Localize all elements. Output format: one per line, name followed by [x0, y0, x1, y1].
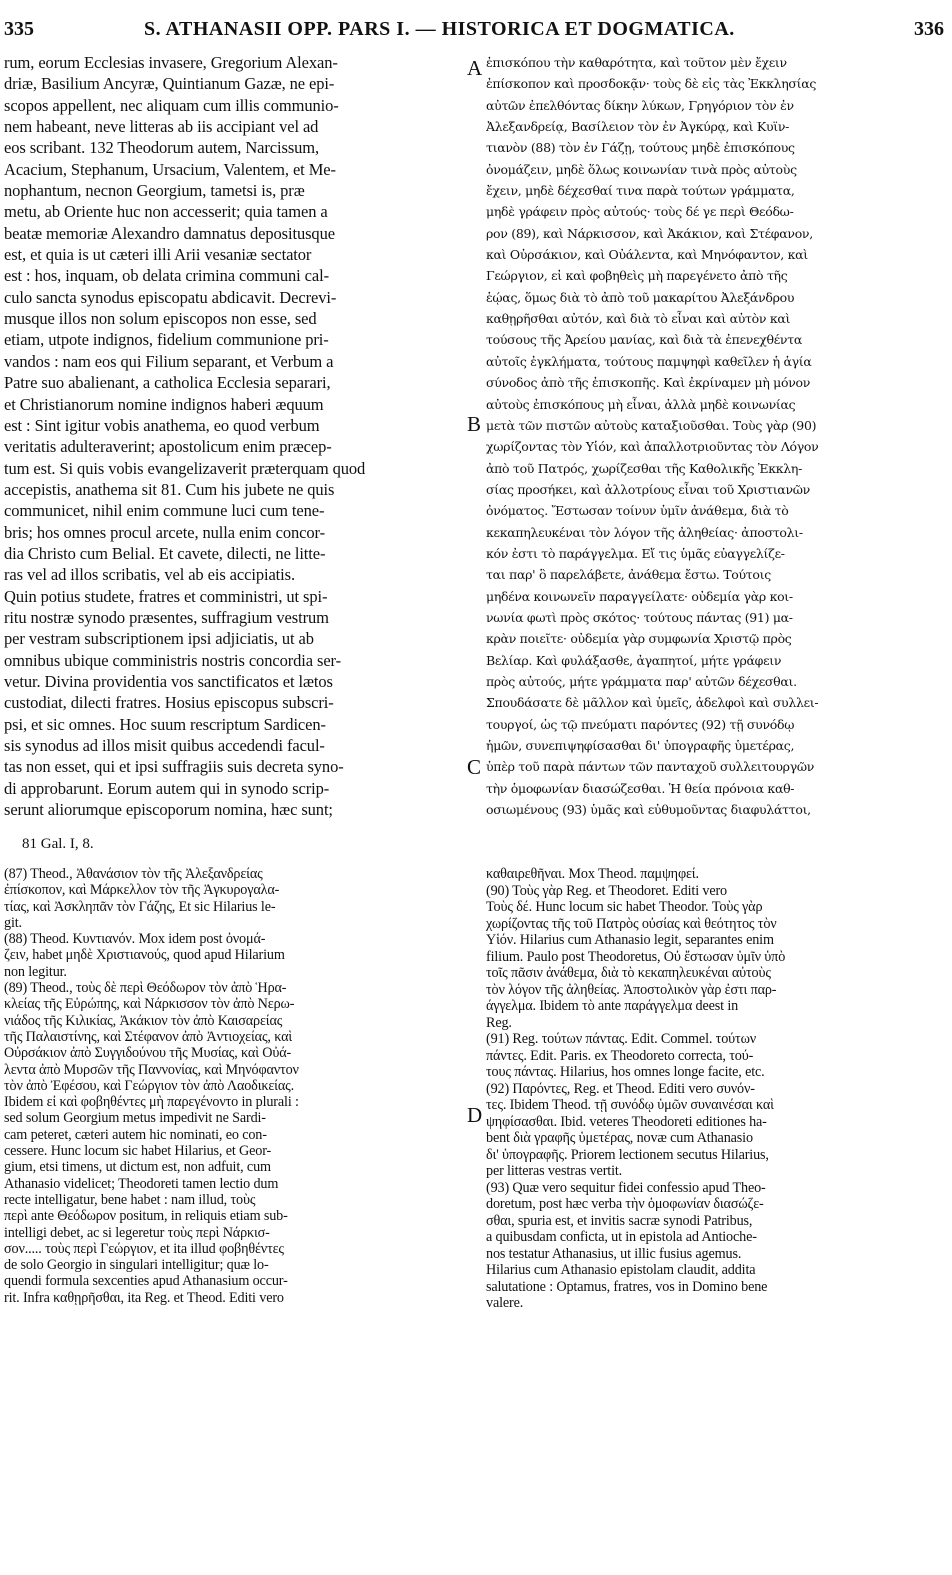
latin-text-line: accepistis, anathema sit 81. Cum his jubete ne quis: [4, 479, 335, 499]
latin-text-line: nem habeant, neve litteras ab iis accipiant vel ad: [4, 117, 319, 137]
latin-text-line: vandos : nam eos qui Filium separant, et Verbum a: [4, 351, 334, 371]
note-line: bent διὰ γραφῆς ὑμετέρας, novæ cum Athanasio: [486, 1130, 753, 1146]
greek-text-line: σύνοδος ἀπὸ τῆς ἐπισκοπῆς. Καὶ ἐκρίναμεν μὴ μόνον: [486, 375, 811, 391]
note-line: (93) Quæ vero sequitur fidei confessio apud Theo-: [486, 1179, 766, 1196]
greek-text-line: κόν ἐστι τὸ παράγγελμα. Εἴ τις ὑμᾶς εὐαγγελίζε-: [486, 545, 785, 561]
latin-text-line: Acacium, Stephanum, Ursacium, Valentem, et Me-: [4, 159, 336, 179]
note-line: τὸν ἀπὸ Ἐφέσου, καὶ Γεώργιον τὸν ἀπὸ Λαοδικείας.: [4, 1077, 295, 1094]
latin-text-line: per vestram subscriptionem ipsi adjiciatis, ut ab: [4, 629, 314, 649]
greek-text-line: κεκαπηλευκέναι τὸν λόγον τῆς ἀληθείας· ἀποστολι-: [486, 524, 803, 540]
note-line: (87) Theod., Ἀθανάσιον τὸν τῆς Ἀλεξανδρείας: [4, 866, 263, 882]
latin-text-line: rum, eorum Ecclesias invasere, Gregorium Alexan-: [4, 53, 338, 72]
latin-text-line: Patre suo abalienant, a catholica Ecclesia separari,: [4, 373, 331, 393]
note-line: cessere. Hunc locum sic habet Hilarius, et Geor-: [4, 1143, 272, 1160]
note-line: recte intelligatur, bene habet : nam illud, τοὺς: [4, 1191, 256, 1208]
note-line: (92) Παρόντες, Reg. et Theod. Editi vero συνόν-: [486, 1080, 755, 1097]
note-line: κλείας τῆς Εὐρώπης, καὶ Νάρκισσον τὸν ἀπὸ Νερω-: [4, 996, 295, 1013]
latin-text-line: est, et quia is ut cæteri illi Arii vesaniæ sectator: [4, 245, 312, 265]
latin-text-line: Quin potius studete, fratres et comministri, ut spi-: [4, 586, 328, 606]
latin-text-line: culo sancta synodus episcopatu abdicavit. Decrevi-: [4, 287, 337, 307]
greek-text-line: ὑπὲρ τοῦ παρὰ πάντων τῶν πανταχοῦ συλλειτουργῶν: [486, 759, 815, 775]
greek-text-line: καὶ Οὐρσάκιον, καὶ Οὐάλεντα, καὶ Μηνόφαντον, καὶ: [486, 247, 808, 263]
greek-text-line: μετὰ τῶν πιστῶν αὐτοὺς καταξιοῦσθαι. Τοὺς γὰρ (90): [486, 417, 817, 433]
greek-text-line: αὐτοὺς ἐπισκόπους μὴ εἶναι, ἀλλὰ μηδὲ κοινωνίας: [486, 396, 796, 412]
note-line: σον..... τοὺς περὶ Γεώργιον, et ita illud φοβηθέντες: [4, 1240, 284, 1257]
note-line: ἐπίσκοπον, καὶ Μάρκελλον τὸν τῆς Ἀγκυρογαλα-: [4, 882, 280, 899]
note-line: Reg.: [486, 1014, 512, 1031]
greek-text-line: μηδένα κοινωνεῖν παραγγείλατε· οὐδεμία γὰρ κοι-: [486, 588, 793, 604]
latin-text-line: beatæ memoriæ Alexandro damnatus depositusque: [4, 223, 335, 243]
note-line: τοῖς πᾶσιν ἀνάθεμα, διὰ τὸ κεκαπηλευκέναι αὐτοὺς: [486, 965, 771, 981]
margin-marker-c: C: [467, 755, 482, 779]
latin-text-line: metu, ab Oriente huc non accesserit; quia tamen a: [4, 202, 328, 222]
latin-text-line: omnibus ubique comministris nostris concordia ser-: [4, 650, 341, 670]
latin-text-line: psi, et sic omnes. Hoc suum rescriptum Sardicen-: [4, 714, 326, 734]
greek-text-line: πρὸς αὐτούς, μήτε γράμματα παρ' αὐτῶν δέχεσθαι.: [486, 673, 797, 689]
greek-text-line: ὀνόματος. Ἔστωσαν τοίνυν ὑμῖν ἀνάθεμα, διὰ τὸ: [486, 503, 789, 519]
greek-text-line: Βελίαρ. Καὶ φυλάξασθε, ἀγαπητοί, μήτε γράφειν: [486, 652, 782, 668]
latin-text-line: est : Sint igitur vobis anathema, eo quod verbum: [4, 415, 320, 435]
greek-text-line: ἐπισκόπου τὴν καθαρότητα, καὶ τοῦτον μὲν ἔχειν: [486, 55, 787, 70]
latin-column: [4, 52, 466, 832]
greek-text-line: ἑῴας, ὅμως διὰ τὸ ἀπὸ τοῦ μακαρίτου Ἀλεξάνδρου: [486, 289, 795, 305]
note-line: Τοὺς δέ. Hunc locum sic habet Theodor. Τοὺς γὰρ: [486, 899, 763, 915]
notes-left-column: [4, 866, 470, 1316]
note-line: Hilarius cum Athanasio epistolam claudit, addita: [486, 1262, 756, 1278]
greek-text-line: Ἀλεξανδρείᾳ, Βασίλειον τὸν ἐν Ἀγκύρᾳ, καὶ Κυϊν-: [486, 119, 790, 135]
latin-text-line: communicet, nihil enim commune luci cum tene-: [4, 501, 325, 521]
greek-text-line: ἡμῶν, συνεπιψηφίσασθαι δι' ὑπογραφῆς ὑμετέρας,: [486, 738, 795, 753]
note-line: (89) Theod., τοὺς δὲ περὶ Θεόδωρον τὸν ἀπὸ Ἡρα-: [4, 980, 287, 997]
latin-text-line: veritatis adulteraverint; apostolicum enim præcep-: [4, 437, 332, 457]
footnote: 81 Gal. I, 8.: [22, 836, 94, 852]
greek-text-line: καθῃρῆσθαι αὐτόν, καὶ διὰ τὸ εἶναι καὶ αὐτὸν καὶ: [486, 311, 791, 327]
note-line: δι' ὑπογραφῆς. Priorem lectionem secutus Hilarius,: [486, 1146, 769, 1163]
greek-text-line: ἐπίσκοπον καὶ προσδοκᾷν· τοὺς δὲ εἰς τὰς Ἐκκλησίας: [486, 76, 817, 92]
latin-text-line: di approbarunt. Eorum autem qui in synodo scrip-: [4, 778, 330, 798]
running-title: S. ATHANASII OPP. PARS I. — HISTORICA ET DOGMATICA.: [144, 18, 735, 40]
note-line: (91) Reg. τούτων πάντας. Edit. Commel. τούτων: [486, 1031, 757, 1047]
note-line: cam peteret, cæteri autem hic nominati, eo con-: [4, 1126, 267, 1143]
latin-text-line: tum est. Si quis vobis evangelizaverit præterquam quod: [4, 458, 366, 478]
note-line: nos testatur Athanasius, ut illic fusius agemus.: [486, 1245, 742, 1262]
latin-text-line: serunt aliorumque episcoporum nomina, hæc sunt;: [4, 800, 333, 820]
note-line: νιάδος τῆς Κιλικίας, Ἀκάκιον τὸν ἀπὸ Καισαρείας: [4, 1012, 283, 1029]
note-line: χωρίζοντας τῆς τοῦ Πατρὸς οὐσίας καὶ θεότητος τὸν: [486, 915, 777, 932]
note-line: Υἱόν. Hilarius cum Athanasio legit, separantes enim: [486, 932, 774, 948]
note-line: τὸν λόγον τῆς ἀληθείας. Ἀποστολικὸν γὰρ ἐστι παρ-: [486, 981, 777, 998]
note-line: git.: [4, 914, 22, 931]
margin-marker-b: B: [467, 412, 482, 436]
greek-text-line: αὐτῶν ἐπελθόντας δίκην λύκων, Γρηγόριον τὸν ἐν: [486, 97, 794, 113]
greek-text-line: αὐτοῖς ἐγκλήματα, τούτους παμψηφὶ καθεῖλεν ἡ ἁγία: [486, 353, 812, 369]
greek-text-line: οσιωμένους (93) ὑμᾶς καὶ εὐθυμοῦντας διαφυλάττοι,: [486, 802, 811, 818]
margin-marker-d: D: [467, 1103, 483, 1127]
note-line: λεντα ἀπὸ Μυρσῶν τῆς Παννονίας, καὶ Μηνόφαντον: [4, 1061, 299, 1078]
note-line: per litteras vestras vertit.: [486, 1163, 623, 1179]
note-line: non legitur.: [4, 963, 67, 980]
latin-text-line: tas non esset, qui et ipsi suffragiis suis decreta syno-: [4, 757, 344, 777]
greek-text-line: τουργοί, ὡς τῷ πνεύματι παρόντες (92) τῇ συνόδῳ: [486, 716, 795, 732]
note-line: Athanasio videlicet; Theodoreti tamen lectio dum: [4, 1175, 279, 1192]
latin-text-line: musque illos non solum episcopos non esse, sed: [4, 309, 317, 329]
note-line: salutatione : Optamus, fratres, vos in Domino bene: [486, 1278, 768, 1295]
note-line: ζειν, habet μηδὲ Χριστιανούς, quod apud Hilarium: [4, 947, 285, 964]
greek-text-line: ἀπὸ τοῦ Πατρός, χωρίζεσθαι τῆς Καθολικῆς Ἐκκλη-: [486, 460, 803, 476]
note-line: quendi formula sexcenties apud Athanasium occur-: [4, 1273, 288, 1290]
note-line: a quibusdam conficta, ut in epistola ad Antioche-: [486, 1229, 757, 1245]
greek-text-line: ται παρ' ὃ παρελάβετε, ἀνάθεμα ἔστω. Τούτοις: [486, 567, 771, 583]
greek-column: [486, 52, 948, 832]
latin-text-line: custodiat, dilecti fratres. Hosius episcopus subscri-: [4, 693, 334, 713]
latin-text-line: bris; hos omnes procul arcete, nulla enim concor-: [4, 522, 325, 542]
note-line: τες. Ibidem Theod. τῇ συνόδῳ ὑμῶν συναινέσαι καὶ: [486, 1097, 774, 1113]
note-line: valere.: [486, 1295, 524, 1311]
latin-text-line: ritu nostræ synodo præsentes, suffragium vestrum: [4, 607, 329, 627]
note-line: τίας, καὶ Ἀσκληπᾶν τὸν Γάζης, Et sic Hilarius le-: [4, 898, 276, 915]
latin-text-line: est : hos, inquam, ob delata crimina communi cal-: [4, 266, 330, 286]
note-line: σθαι, spuria est, et invitis sacræ synodi Patribus,: [486, 1212, 753, 1229]
greek-text-line: κρὰν ποιεῖτε· οὐδεμία γὰρ συμφωνία Χριστῷ πρὸς: [486, 631, 792, 647]
note-line: Ibidem εἰ καὶ φοβηθέντες μὴ παρεγένοντο in plurali :: [4, 1094, 299, 1111]
greek-text-line: τὴν ὁμοφωνίαν διασώζεσθαι. Ἡ θεία πρόνοια καθ-: [486, 780, 795, 796]
note-line: καθαιρεθῆναι. Mox Theod. παμψηφεί.: [486, 866, 699, 882]
page-header: [4, 18, 946, 48]
notes-right-column: [486, 866, 948, 1326]
latin-text-line: scopos appellent, nec aliquam cum illis communio-: [4, 95, 339, 115]
note-line: Οὐρσάκιον ἀπὸ Συγγιδούνου τῆς Μυσίας, καὶ Οὐά-: [4, 1045, 292, 1062]
latin-text-line: sis synodus ad illos misit quibus accedendi facul-: [4, 736, 325, 755]
greek-text-line: τιανὸν (88) τὸν ἐν Γάζῃ, τούτους μηδὲ ἐπισκόπους: [486, 140, 795, 156]
note-line: doretum, post hæc verba τὴν ὁμοφωνίαν διασώζε-: [486, 1196, 764, 1212]
latin-text-line: dia Christo cum Belial. Et cavete, dilecti, ne litte-: [4, 543, 326, 563]
latin-text-line: etiam, utpote indignos, fidelium communione pri-: [4, 330, 329, 350]
latin-text-line: vetur. Divina providentia vos sanctificatos et lætos: [4, 671, 333, 691]
note-line: (90) Τοὺς γὰρ Reg. et Theodoret. Editi vero: [486, 882, 727, 899]
latin-text-line: driæ, Basilium Ancyræ, Quintianum Gazæ, ne epi-: [4, 74, 335, 94]
latin-text-line: nophantum, necnon Georgium, tametsi is, præ: [4, 181, 305, 201]
greek-text-line: Γεώργιον, εἰ καὶ φοβηθεὶς μὴ παρεγένετο ἀπὸ τῆς: [486, 268, 788, 284]
greek-text-line: ὀνομάζειν, μηδὲ ὅλως κοινωνίαν τινὰ πρὸς αὐτοὺς: [486, 161, 797, 177]
note-line: gium, etsi timens, ut dictum est, non adfuit, cum: [4, 1159, 271, 1176]
margin-marker-a: A: [467, 56, 483, 80]
greek-text-line: ρον (89), καὶ Νάρκισσον, καὶ Ἀκάκιον, καὶ Στέφανον,: [486, 225, 813, 241]
note-line: rit. Infra καθῃρῆσθαι, ita Reg. et Theod. Editi vero: [4, 1289, 284, 1306]
note-line: filium. Paulo post Theodoretus, Οὐ ἔστωσαν ὑμῖν ὑπὸ: [486, 948, 786, 965]
latin-text-line: ras vel ad illos scribatis, vel ab eis accipiatis.: [4, 565, 295, 585]
note-line: πάντες. Edit. Paris. ex Theodoreto correcta, τού-: [486, 1047, 754, 1064]
note-line: ψηφίσασθαι. Ibid. veteres Theodoreti editiones ha-: [486, 1113, 767, 1130]
note-line: τους πάντας. Hilarius, hos omnes longe facite, etc.: [486, 1064, 765, 1080]
note-line: sed solum Georgium metus impedivit ne Sardi-: [4, 1110, 266, 1127]
latin-text-line: eos scribant. 132 Theodorum autem, Narcissum,: [4, 138, 320, 158]
greek-text-line: Σπουδάσατε δὲ μᾶλλον καὶ ὑμεῖς, ἀδελφοὶ καὶ συλλει-: [486, 695, 819, 711]
latin-text-line: et Christianorum nomine indignos haberi æquum: [4, 394, 324, 414]
greek-text-line: μηδὲ γράφειν πρὸς αὐτούς· τοὺς δέ γε περὶ Θεόδω-: [486, 204, 794, 220]
note-line: intelligi debet, ac si legeretur τοὺς περὶ Νάρκισ-: [4, 1224, 270, 1241]
page-number-right: 336: [914, 18, 944, 40]
note-line: de solo Georgio in singulari intelligitur; quæ lo-: [4, 1257, 269, 1274]
greek-text-line: χωρίζοντας τὸν Υἱόν, καὶ ἀπαλλοτριοῦντας τὸν Λόγον: [486, 439, 819, 455]
page-number-left: 335: [4, 18, 34, 40]
note-line: τῆς Παλαιστίνης, καὶ Στέφανον ἀπὸ Ἀντιοχείας, καὶ: [4, 1028, 293, 1045]
greek-text-line: ἔχειν, μηδὲ δέχεσθαί τινα παρὰ τούτων γράμματα,: [486, 183, 795, 199]
greek-text-line: νωνία φωτὶ πρὸς σκότος· τούτους πάντας (91) μα-: [486, 609, 793, 625]
note-line: (88) Theod. Κυντιανόν. Mox idem post ὀνομά-: [4, 931, 266, 948]
note-line: περὶ ante Θεόδωρον positum, in reliquis etiam sub-: [4, 1208, 288, 1225]
note-line: άγγελμα. Ibidem τὸ ante παράγγελμα deest in: [486, 998, 739, 1014]
greek-text-line: σίας προσήκει, καὶ ἀλλοτρίους εἶναι τοῦ Χριστιανῶν: [486, 481, 810, 497]
greek-text-line: τούσους τῆς Ἀρείου μανίας, καὶ διὰ τὰ ἐπενεχθέντα: [486, 332, 802, 348]
